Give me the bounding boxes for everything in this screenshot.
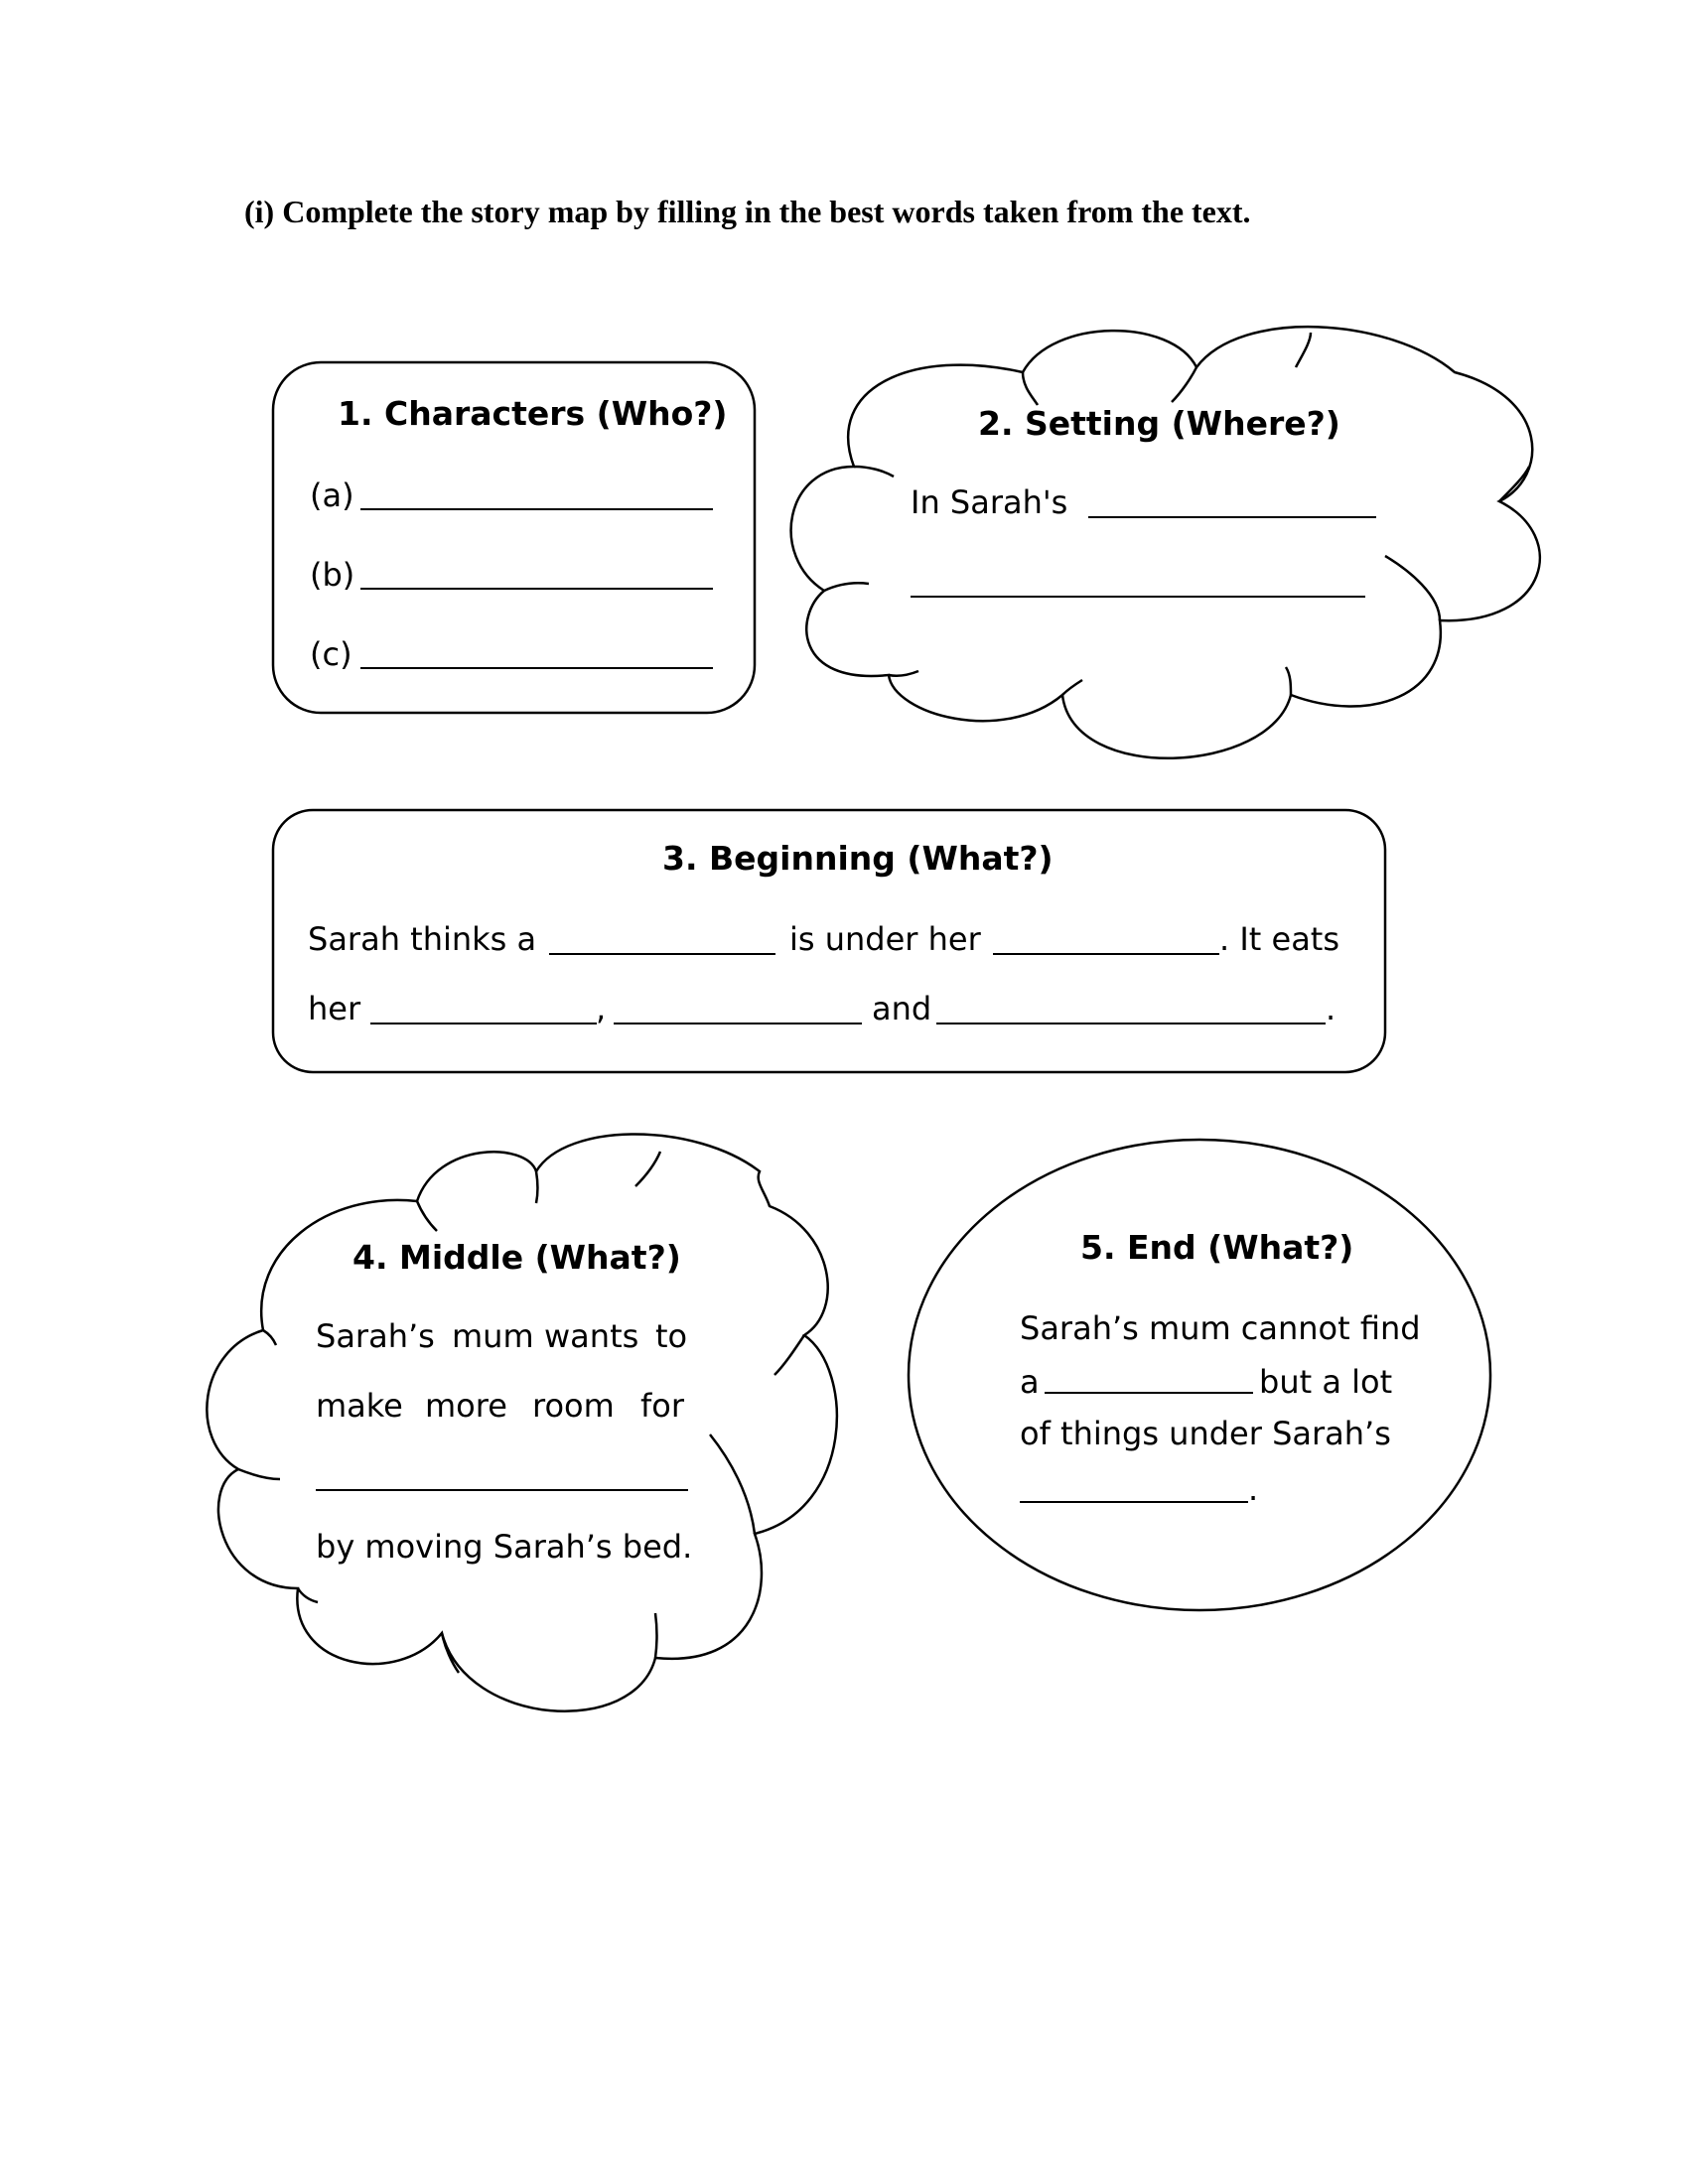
setting-title: 2. Setting (Where?) — [978, 404, 1340, 443]
characters-blank-a[interactable] — [360, 508, 713, 510]
beginning-text-2: is under her — [789, 920, 981, 958]
end-title: 5. End (What?) — [1080, 1228, 1354, 1267]
middle-line2-word1: make — [316, 1387, 403, 1425]
middle-blank[interactable] — [316, 1489, 688, 1491]
characters-label-c: (c) — [310, 635, 352, 673]
end-line3: of things under Sarah’s — [1020, 1415, 1391, 1452]
end-ellipse — [909, 1140, 1490, 1610]
characters-label-a: (a) — [310, 477, 354, 514]
beginning-blank-1[interactable] — [549, 953, 775, 955]
end-blank-1[interactable] — [1045, 1392, 1253, 1394]
characters-label-b: (b) — [310, 556, 355, 594]
beginning-blank-2[interactable] — [993, 953, 1219, 955]
instruction-text: (i) Complete the story map by filling in the best words taken from the text. — [244, 194, 1251, 229]
beginning-text-1: Sarah thinks a — [308, 920, 537, 958]
setting-cloud — [791, 327, 1540, 758]
end-blank-2[interactable] — [1020, 1501, 1248, 1503]
end-line2-b: but a lot — [1259, 1363, 1393, 1401]
setting-prefix: In Sarah's — [911, 483, 1068, 521]
beginning-text-6: and — [872, 990, 932, 1027]
beginning-text-7: . — [1326, 990, 1336, 1027]
middle-title: 4. Middle (What?) — [352, 1238, 681, 1277]
beginning-text-5: , — [596, 990, 607, 1027]
end-line4: . — [1248, 1470, 1259, 1508]
middle-line2-word4: for — [640, 1387, 684, 1425]
beginning-text-3: . It eats — [1219, 920, 1340, 958]
setting-blank-1[interactable] — [1088, 516, 1376, 518]
middle-line2-word2: more — [425, 1387, 507, 1425]
end-line2-a: a — [1020, 1363, 1040, 1401]
middle-line2-word3: room — [532, 1387, 615, 1425]
middle-line1-word1: Sarah’s — [316, 1317, 435, 1355]
beginning-text-4: her — [308, 990, 361, 1027]
beginning-blank-4[interactable] — [614, 1023, 862, 1024]
middle-line1-word4: to — [655, 1317, 688, 1355]
characters-title: 1. Characters (Who?) — [338, 394, 728, 433]
end-line1: Sarah’s mum cannot find — [1020, 1309, 1421, 1347]
characters-blank-b[interactable] — [360, 588, 713, 590]
middle-line1-word3: wants — [544, 1317, 639, 1355]
setting-blank-2[interactable] — [911, 596, 1365, 598]
middle-line1-word2: mum — [452, 1317, 534, 1355]
beginning-blank-5[interactable] — [936, 1023, 1326, 1024]
middle-line4: by moving Sarah’s bed. — [316, 1528, 693, 1566]
middle-cloud — [207, 1135, 836, 1711]
beginning-title: 3. Beginning (What?) — [662, 839, 1054, 878]
characters-blank-c[interactable] — [360, 667, 713, 669]
beginning-blank-3[interactable] — [370, 1023, 597, 1024]
